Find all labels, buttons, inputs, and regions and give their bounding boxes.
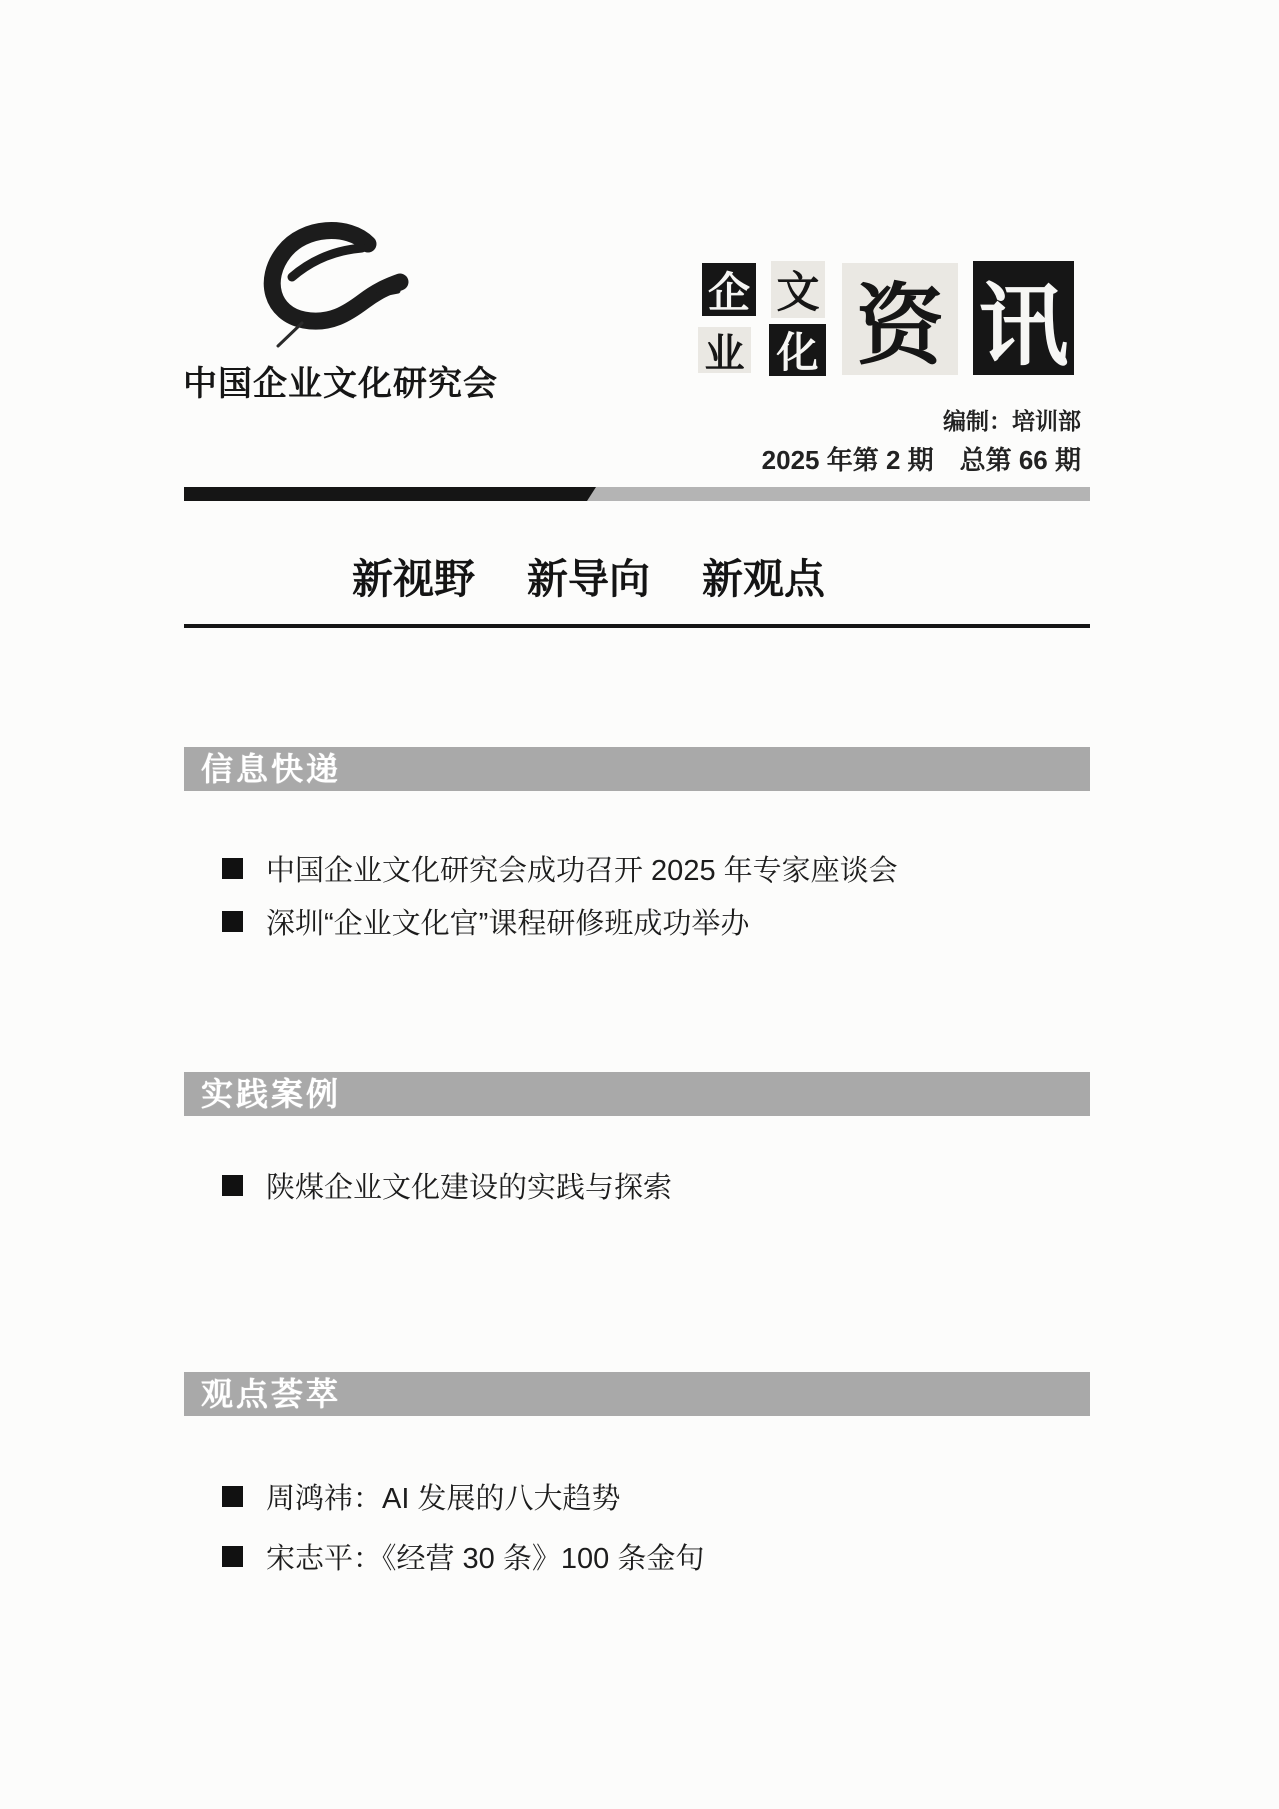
slogan-new-direction: 新导向 [527,555,650,603]
masthead-block-zi: 资 [842,263,958,375]
bullet-square-icon [222,1175,243,1196]
masthead-block-ye: 业 [698,327,751,373]
toc-item [222,1536,704,1577]
bullet-square-icon [222,911,243,932]
header-divider-black-segment [184,487,596,501]
editor-line: 编制：培训部 [943,408,1081,434]
toc-item-label: 陕煤企业文化建设的实践与探索 [266,1172,673,1204]
toc-item-label: 深圳“企业文化官”课程研修班成功举办 [266,908,750,940]
masthead-block-qi: 企 [702,263,756,316]
masthead-block-xun: 讯 [973,261,1074,375]
brush-e-logo-icon [252,220,430,356]
toc-item [222,901,749,942]
org-name: 中国企业文化研究会 [183,364,498,404]
header-divider-bar [184,487,1090,501]
toc-item-label: 宋志平：《经营 30 条》100 条金句 [266,1543,705,1575]
slogan-new-viewpoint: 新观点 [702,555,825,603]
toc-item [222,1476,620,1517]
section-header-practice-cases: 实践案例 [184,1072,1090,1116]
slogan-new-vision: 新视野 [352,555,475,603]
toc-item-label: 中国企业文化研究会成功召开 2025 年专家座谈会 [266,855,898,887]
toc-item [222,848,898,889]
slogan-underline-rule [184,624,1090,628]
toc-item [222,1165,672,1206]
bullet-square-icon [222,1546,243,1567]
bullet-square-icon [222,1486,243,1507]
masthead-block-wen: 文 [771,261,825,318]
masthead-block-hua: 化 [769,324,826,376]
section-header-info-express: 信息快递 [184,747,1090,791]
issue-number-line: 2025 年第 2 期 总第 66 期 [761,445,1081,475]
section-header-viewpoints: 观点荟萃 [184,1372,1090,1416]
bullet-square-icon [222,858,243,879]
slogan-row [352,546,825,605]
toc-item-label: 周鸿祎：AI 发展的八大趋势 [266,1483,621,1515]
